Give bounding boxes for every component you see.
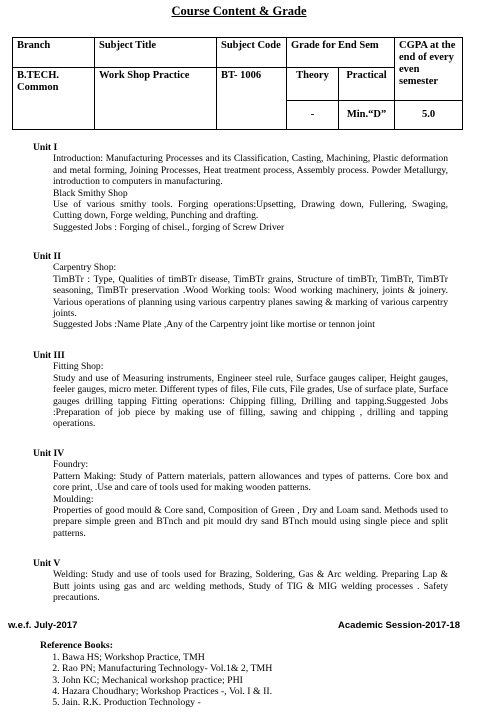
unit-line: Foundry: — [53, 459, 89, 471]
unit-5 — [33, 558, 448, 604]
unit-heading: Unit II — [33, 251, 61, 262]
cell-practical: Practical — [339, 68, 395, 101]
unit-line: Carpentry Shop: — [53, 262, 117, 274]
effective-date: w.e.f. July-2017 — [8, 620, 78, 631]
unit-3 — [33, 350, 448, 430]
cell-theory: Theory — [287, 68, 339, 101]
unit-line: Suggested Jobs :Name Plate ,Any of the Carpentry joint like mortise or tennon joint — [53, 319, 375, 331]
unit-line: Black Smithy Shop — [53, 187, 128, 199]
unit-line: Moulding: — [53, 493, 94, 505]
grade-table — [12, 37, 463, 130]
header-subject-code: Subject Code — [217, 38, 287, 68]
reference-item: 1. Bawa HS; Workshop Practice, TMH — [62, 652, 272, 663]
header-grade: Grade for End Sem — [287, 38, 395, 68]
reference-books — [40, 640, 272, 708]
unit-line: Suggested Jobs : Forging of chisel., forging of Screw Driver — [53, 221, 285, 233]
unit-line: Fitting Shop: — [53, 361, 104, 373]
unit-2 — [33, 251, 448, 331]
academic-session: Academic Session-2017-18 — [338, 620, 460, 631]
unit-line: Welding: Study and use of tools used for Brazing, Soldering, Gas & Arc welding. Preparing Lap & Butt joints using gas and arc welding methods, Study of TIG & MIG welding processes . Safety precautions. — [53, 569, 448, 604]
unit-heading: Unit V — [33, 558, 61, 569]
unit-line: Study and use of Measuring instruments, Engineer steel rule, Surface gauges caliper, Height gauges, feeler gauges, micro meter. Different types of files, File cuts, File grades, Use of surface plate, Surface gauges drilling tapping Fitting operations: Chipping filling, Drilling and tapping.Suggested Jobs :Preparation of job piece by making use of filling, sawing and chipping , drilling and tapping operations. — [53, 372, 448, 430]
unit-4 — [33, 448, 448, 539]
cell-cgpa: 5.0 — [395, 101, 463, 130]
cell-branch: B.TECH. Common — [13, 68, 95, 130]
unit-line: Use of various smithy tools. Forging operations:Upsetting, Drawing down, Fullering, Swaging, Cutting down, Forge welding, Punching and drafting. — [53, 199, 448, 222]
unit-1 — [33, 142, 448, 233]
unit-heading: Unit III — [33, 350, 65, 361]
cell-subject-code: BT- 1006 — [217, 68, 287, 130]
reference-item: 3. John KC; Mechanical workshop practice; PHI — [62, 675, 272, 686]
cell-practical-grade: Min.“D” — [339, 101, 395, 130]
unit-heading: Unit I — [33, 142, 58, 153]
unit-line: Properties of good mould & Core sand, Composition of Green , Dry and Loam sand. Methods used to prepare simple green and BTnch and pit mould dry sand BTnch mould using single piece and split patterns. — [53, 505, 448, 539]
unit-heading: Unit IV — [33, 448, 65, 459]
page-title: Course Content & Grade — [171, 4, 307, 18]
unit-line: Pattern Making: Study of Pattern materials, pattern allowances and types of patterns. Core box and core print, .Use and care of tools used for making wooden patterns. — [53, 470, 448, 494]
header-branch: Branch — [13, 38, 95, 68]
header-cgpa: CGPA at the end of every even semester — [395, 38, 463, 101]
unit-line: TimBTr : Type, Qualities of timBTr disease, TimBTr grains, Structure of timBTr, TimBTr, TimBTr seasoning, TimBTr preservation .Wood Working tools: Wood working machinery, joints & joinery. Various operations of planning using various carpentry planes sawing & marking of various carpentry joints. — [53, 273, 448, 320]
header-subject-title: Subject Title — [95, 38, 217, 68]
cell-theory-grade: - — [287, 101, 339, 130]
reference-item: 5. Jain. R.K. Production Technology - — [62, 697, 272, 708]
unit-line: Introduction: Manufacturing Processes and its Classification, Casting, Machining, Plastic deformation and metal forming, Joining Processes, Heat treatment process, Assembly process. Powder Metallurgy, introduction to computers in manufacturing. — [53, 153, 448, 188]
reference-heading: Reference Books: — [40, 640, 114, 651]
cell-subject-title: Work Shop Practice — [95, 68, 217, 130]
reference-item: 2. Rao PN; Manufacturing Technology- Vol.1& 2, TMH — [62, 663, 272, 674]
reference-item: 4. Hazara Choudhary; Workshop Practices -, Vol. I & II. — [62, 686, 272, 697]
